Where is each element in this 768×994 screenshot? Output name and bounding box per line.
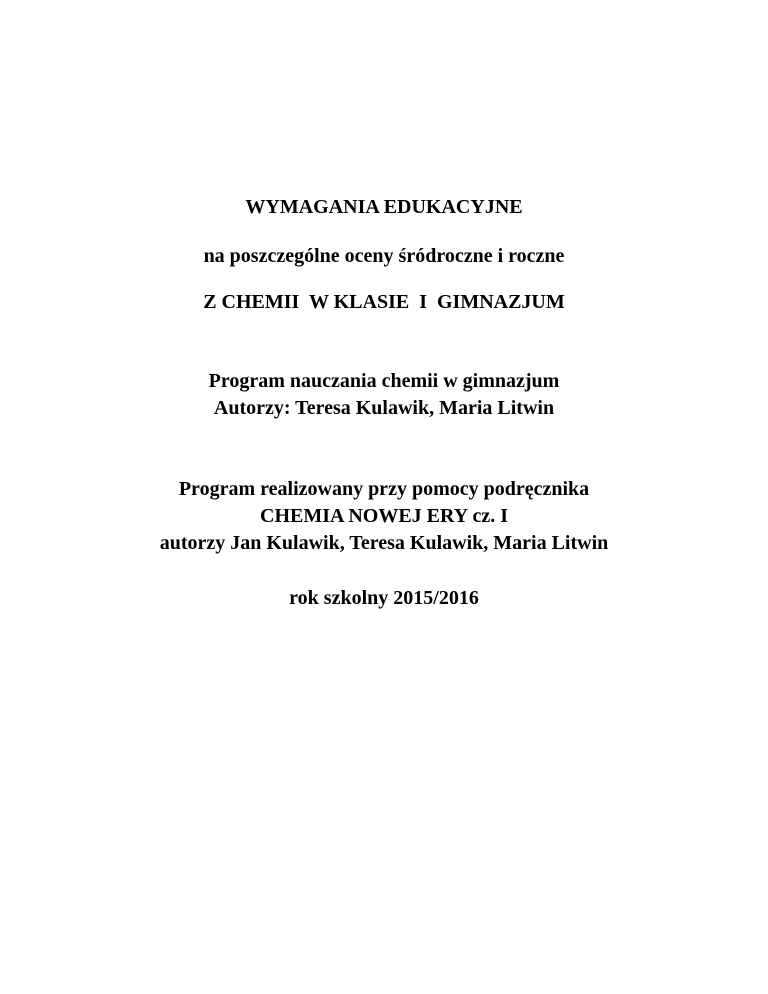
document-title: WYMAGANIA EDUKACYJNE (245, 196, 523, 218)
school-year: rok szkolny 2015/2016 (289, 587, 479, 609)
textbook-intro: Program realizowany przy pomocy podręcznika (178, 478, 590, 500)
program-name: Program nauczania chemii w gimnazjum (208, 370, 560, 392)
program-authors: Autorzy: Teresa Kulawik, Maria Litwin (213, 397, 555, 419)
subject-class-line: Z CHEMII W KLASIE I GIMNAZJUM (203, 291, 565, 313)
textbook-authors: autorzy Jan Kulawik, Teresa Kulawik, Maria Litwin (159, 532, 609, 554)
textbook-title: CHEMIA NOWEJ ERY cz. I (260, 505, 508, 527)
document-subtitle: na poszczególne oceny śródroczne i roczne (203, 245, 565, 267)
